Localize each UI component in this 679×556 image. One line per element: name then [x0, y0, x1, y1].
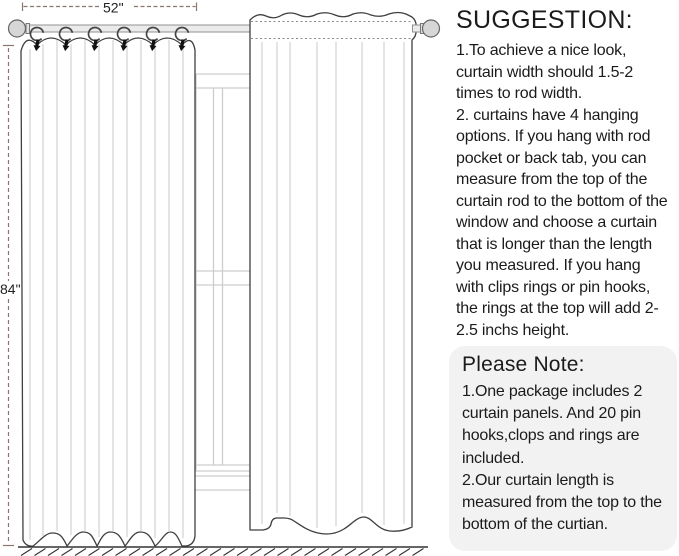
- note-title: Please Note:: [462, 353, 585, 376]
- note-section: [449, 346, 677, 551]
- curtain-length-label: 84": [0, 281, 21, 297]
- note-item-1: 1.One package includes 2 curtain panels. And 20 pin hooks,clops and rings are included.: [462, 383, 643, 467]
- suggestion-section: [456, 6, 669, 341]
- suggestion-item-1: 1.To achieve a nice look, curtain width should 1.5-2 times to rod width.: [456, 42, 634, 102]
- suggestion-title: SUGGESTION:: [456, 6, 633, 34]
- suggestion-item-2: 2. curtains have 4 hanging options. If you hang with rod pocket or back tab, you can measure from the top of the curtain rod to the bottom of the window and choose a curtain that is longer than the length you measured. If you hang with clips rings or pin hooks, the rings at the top will add 2-2.5 inchs height.: [456, 106, 668, 339]
- right-curtain-panel: [250, 13, 440, 534]
- note-item-2: 2.Our curtain length is measured from the top to the bottom of the curtian.: [462, 471, 662, 534]
- left-curtain-panel: [21, 38, 195, 546]
- floor-hatching: [21, 549, 424, 556]
- right-finial: [413, 20, 440, 37]
- curtain-length-measurement: [0, 46, 21, 546]
- rod-width-label: 52": [103, 0, 124, 16]
- left-finial: [9, 20, 26, 37]
- floor-line: [18, 547, 428, 556]
- rod-width-measurement: [23, 0, 197, 16]
